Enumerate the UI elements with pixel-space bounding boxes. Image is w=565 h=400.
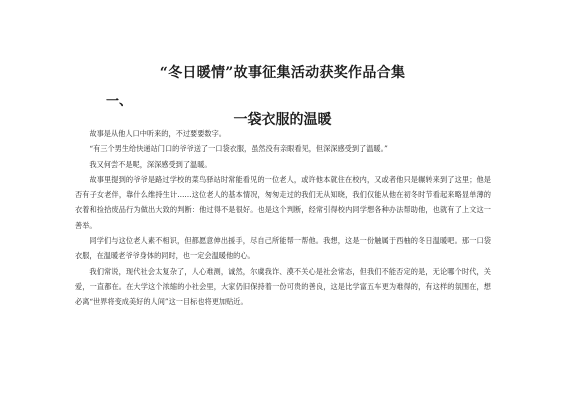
section-number: 一、	[106, 94, 133, 109]
paragraph: “有三个男生给快递站门口的爷爷送了一口袋衣服，虽然没有亲眼看见，但深深感受到了温暖。”	[89, 144, 388, 154]
paragraph: 我又何尝不是呢，深深感受到了温暖。	[89, 159, 212, 169]
story-title: 一袋衣服的温暖	[233, 112, 332, 128]
paragraph: 故事里提到的爷爷是路过学校的菜鸟驿站时常能看见的一位老人，或许他本就住在校内，又或者他只是辗转来到了这里；他是否有子女老伴，靠什么维持生计……这位老人的基本情况，匆匆走过的我们无从知晓，我们仅能从他在初冬时节看起来略显单薄的衣着和捡拾废品行为做出大致的判断：他过得不是很好。也是这个判断，经常引得校内同学想各种办法帮助他，也就有了上文这一善举。	[75, 174, 491, 230]
paragraph: 同学们与这位老人素不相识，但都愿意伸出援手，尽自己所能帮一帮他。我想，这是一份触属于西柚的冬日温暖吧。那一口袋衣服，在温暖老爷爷身体的同时，也一定会温暖他的心。	[75, 236, 491, 261]
paragraph: 故事是从他人口中听来的，不过要要数字。	[89, 129, 226, 138]
document-title: “冬日暖情”故事征集活动获奖作品合集	[159, 65, 406, 81]
story-body	[75, 126, 491, 310]
paragraph: 我们常说，现代社会太复杂了，人心难测，诚然，尔虞我诈、漠不关心是社会常态，但我们不能否定的是，无论哪个时代，关爱，一直都在。在大学这个浓缩的小社会里，大家仍旧保持着一份可贵的善良，这是比学富五车更为难得的，有这样的氛围在，想必离“世界将变成美好的人间”这一目标也将更加贴近。	[75, 266, 491, 307]
